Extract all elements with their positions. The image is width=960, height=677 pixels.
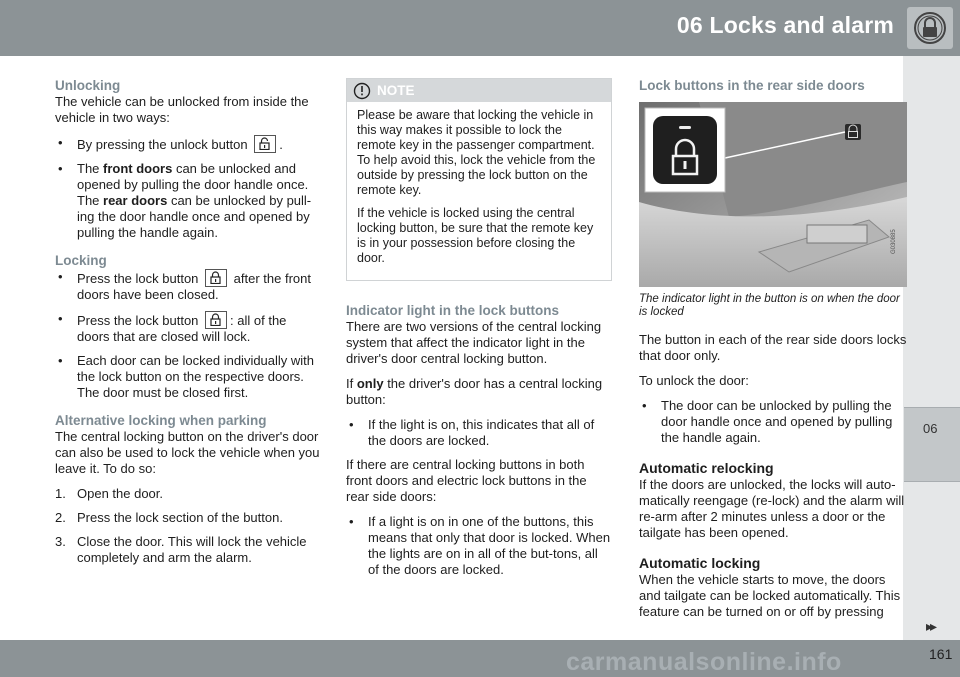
heading-rear-lock-buttons: Lock buttons in the rear side doors bbox=[639, 78, 865, 93]
indicator-paragraph: There are two versions of the central locking system that affect the indicator light in the driver's door central locking button. bbox=[346, 319, 602, 366]
note-paragraph: Please be aware that locking the vehicle in this way makes it possible to lock the remote key in the passenger compartment. To help avoid this, lock the vehicle from the outside by pressing the lock button on the remote key. bbox=[357, 108, 596, 197]
photo-caption: The indicator light in the button is on when the door is locked bbox=[639, 293, 900, 318]
side-strip bbox=[903, 56, 960, 640]
column-3 bbox=[639, 78, 909, 629]
list-item bbox=[346, 514, 612, 578]
bullet-text: If the light is on, this indicates that all of the doors are locked. bbox=[368, 417, 595, 448]
heading-locking: Locking bbox=[55, 253, 107, 268]
text: the driver's door has a central locking button: bbox=[346, 376, 603, 407]
numbered-step bbox=[55, 486, 320, 502]
heading-alt-locking: Alternative locking when parking bbox=[55, 413, 267, 428]
next-page-arrows[interactable]: ▸▸ bbox=[926, 618, 935, 634]
page-number: 161 bbox=[929, 646, 953, 662]
bullet-text-end: : all of the doors that are closed will lock. bbox=[77, 313, 287, 344]
bullet-text: Press the lock button bbox=[77, 313, 199, 328]
page-header bbox=[0, 0, 960, 56]
bullet-dot: • bbox=[349, 417, 354, 432]
bold-term: rear doors bbox=[103, 193, 168, 208]
list-item bbox=[55, 353, 320, 401]
bullet-dot: • bbox=[58, 135, 63, 150]
bullet-dot: • bbox=[58, 353, 63, 368]
list-item bbox=[55, 161, 320, 241]
chapter-icon-box bbox=[907, 7, 953, 49]
bullet-dot: • bbox=[349, 514, 354, 529]
chapter-tab-label: 06 bbox=[923, 421, 938, 436]
note-body bbox=[347, 102, 611, 280]
indicator-paragraph bbox=[346, 376, 612, 408]
lock-button-icon bbox=[205, 269, 227, 287]
bullet-dot: • bbox=[58, 269, 63, 284]
bullet-text: can be unlocked and opened by pulling the door handle once. The bbox=[77, 161, 309, 208]
rear-paragraph: To unlock the door: bbox=[639, 373, 749, 388]
column-1 bbox=[55, 78, 320, 574]
list-item bbox=[639, 398, 909, 446]
bullet-dot: • bbox=[58, 311, 63, 326]
heading-unlocking: Unlocking bbox=[55, 78, 121, 93]
heading-auto-relocking: Automatic relocking bbox=[639, 460, 774, 476]
chapter-tab[interactable] bbox=[904, 407, 960, 482]
bullet-dot: • bbox=[58, 161, 63, 176]
text: If bbox=[346, 376, 357, 391]
bullet-text: If a light is on in one of the buttons, this means that only that door is locked. When the lights are on in all of the but-tons, all of the doors are locked. bbox=[368, 514, 611, 577]
bullet-text-end: after the front doors have been closed. bbox=[77, 271, 311, 302]
door-button-photo bbox=[639, 102, 907, 287]
step-number: 3. bbox=[55, 534, 66, 549]
info-icon bbox=[353, 82, 371, 100]
list-item bbox=[55, 135, 320, 153]
autolocking-paragraph: When the vehicle starts to move, the doors and tailgate can be locked automatically. This feature can be turned on or off by pressing bbox=[639, 572, 901, 619]
chapter-title: 06 Locks and alarm bbox=[676, 12, 894, 38]
bold-term: front doors bbox=[103, 161, 173, 176]
numbered-steps bbox=[55, 486, 320, 566]
note-paragraph: If the vehicle is locked using the central locking button, be sure that the remote key is in your possession before closing the door. bbox=[357, 206, 594, 265]
list-item bbox=[55, 269, 320, 303]
bullet-text: By pressing the unlock button bbox=[77, 137, 248, 152]
bullet-text: Press the lock button bbox=[77, 271, 199, 286]
numbered-step bbox=[55, 534, 320, 566]
note-header bbox=[347, 79, 611, 102]
photo-code: G030885 bbox=[891, 229, 897, 254]
step-text: Close the door. This will lock the vehicle completely and arm the alarm. bbox=[77, 534, 307, 565]
bold-term: only bbox=[356, 376, 384, 391]
alt-locking-intro: The central locking button on the driver's door can also be used to lock the vehicle when you leave it. To do so: bbox=[55, 429, 320, 476]
unlocking-intro: The vehicle can be unlocked from inside the vehicle in two ways: bbox=[55, 94, 309, 125]
numbered-step bbox=[55, 510, 320, 526]
indicator-paragraph: If there are central locking buttons in both front doors and electric lock buttons in the rear side doors: bbox=[346, 457, 587, 504]
relocking-paragraph: If the doors are unlocked, the locks will auto-matically reengage (re-lock) and the alarm will re-arm after 2 minutes unless a door or the tailgate has been opened. bbox=[639, 477, 905, 540]
bullet-text: Each door can be locked individually with the lock button on the respective doors. The door must be closed first. bbox=[77, 353, 315, 400]
list-item bbox=[55, 311, 320, 345]
heading-indicator-light: Indicator light in the lock buttons bbox=[346, 303, 559, 318]
bullet-text: The bbox=[77, 161, 104, 176]
note-label: NOTE bbox=[377, 83, 415, 98]
lock-shield-icon bbox=[912, 10, 948, 46]
column-2 bbox=[346, 78, 612, 586]
lock-button-icon bbox=[205, 311, 227, 329]
step-text: Press the lock section of the button. bbox=[77, 510, 283, 525]
bullet-dot: • bbox=[642, 398, 647, 413]
step-number: 2. bbox=[55, 510, 66, 525]
heading-auto-locking: Automatic locking bbox=[639, 555, 761, 571]
watermark: carmanualsonline.info bbox=[566, 648, 842, 676]
list-item bbox=[346, 417, 612, 449]
bullet-text: The door can be unlocked by pulling the door handle once and opened by pulling the handle again. bbox=[661, 398, 893, 445]
step-number: 1. bbox=[55, 486, 66, 501]
bullet-text-end: . bbox=[279, 137, 283, 152]
bullet-text: can be unlocked by pull-ing the door handle once and opened by pulling the handle again. bbox=[77, 193, 312, 240]
rear-paragraph: The button in each of the rear side doors locks that door only. bbox=[639, 332, 907, 363]
note-box bbox=[346, 78, 612, 281]
unlock-button-icon bbox=[254, 135, 276, 153]
step-text: Open the door. bbox=[77, 486, 164, 501]
